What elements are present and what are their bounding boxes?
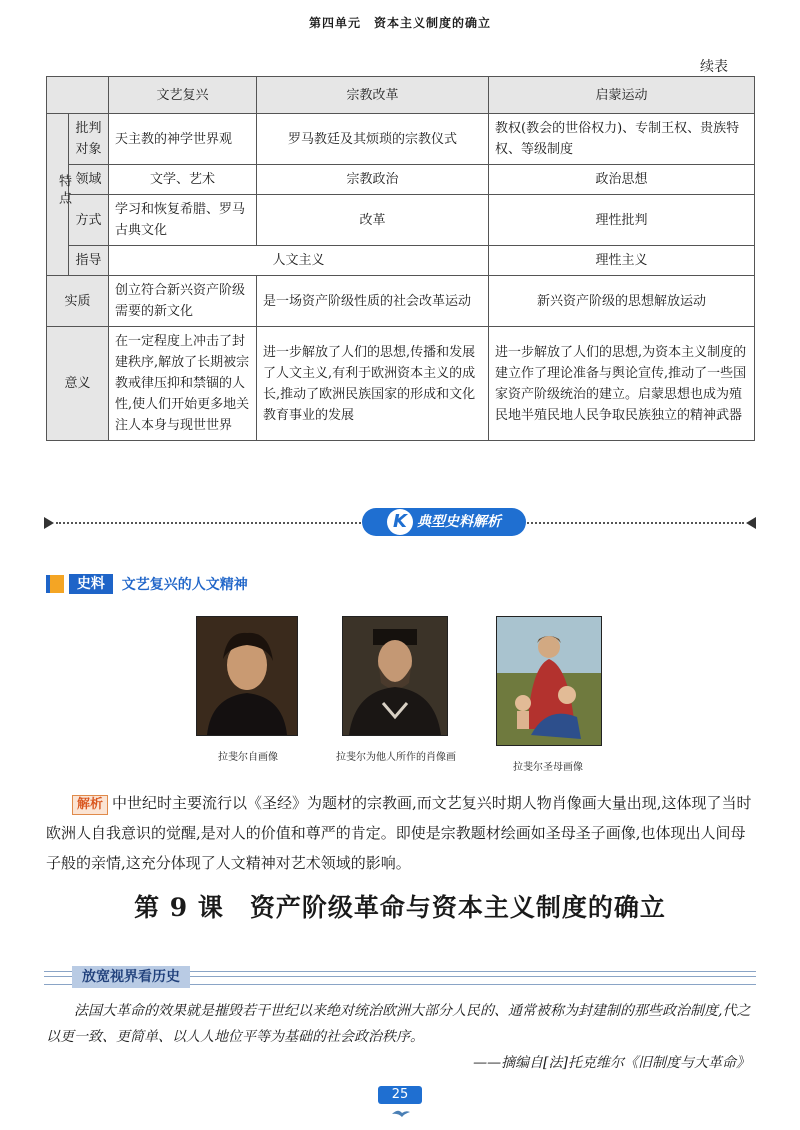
table-cell: 是一场资产阶级性质的社会改革运动 bbox=[257, 276, 489, 327]
arrow-right-icon bbox=[746, 517, 756, 529]
row-label: 实质 bbox=[47, 276, 109, 327]
continued-label: 续表 bbox=[700, 59, 728, 75]
figure-madonna bbox=[492, 616, 604, 773]
painting-image bbox=[196, 616, 298, 736]
figure-caption: 拉斐尔自画像 bbox=[218, 752, 278, 763]
quote-paragraph: 法国大革命的效果就是摧毁若干世纪以来绝对统治欧洲大部分人民的、通常被称为封建制的那些政治制度,代之以更一致、更简单、以人人地位平等为基础的社会政治秩序。 bbox=[46, 1003, 751, 1045]
lesson-title: 第 9 课 资产阶级革命与资本主义制度的确立 bbox=[134, 893, 666, 922]
broaden-label: 放宽视界看历史 bbox=[72, 966, 190, 988]
table-cell: 政治思想 bbox=[489, 165, 755, 195]
section-badge bbox=[362, 508, 526, 536]
table-cell: 理性主义 bbox=[489, 246, 755, 276]
table-cell: 进一步解放了人们的思想,传播和发展了人文主义,有利于欧洲资本主义的成长,推动了欧洲民族国家的形成和文化教育事业的发展 bbox=[257, 327, 489, 441]
source-heading bbox=[46, 574, 248, 596]
painting-image bbox=[342, 616, 448, 736]
table-cell: 文学、艺术 bbox=[109, 165, 257, 195]
row-label: 领域 bbox=[69, 165, 109, 195]
row-label: 指导 bbox=[69, 246, 109, 276]
analysis-paragraph bbox=[46, 788, 756, 878]
table-row bbox=[47, 327, 755, 441]
col-header-reformation: 宗教改革 bbox=[257, 77, 489, 114]
table-cell: 教权(教会的世俗权力)、专制王权、贵族特权、等级制度 bbox=[489, 114, 755, 165]
table-corner bbox=[47, 77, 109, 114]
figure-self-portrait bbox=[196, 616, 300, 763]
group-label-features: 特点 bbox=[47, 114, 69, 276]
table-cell: 改革 bbox=[257, 195, 489, 246]
row-label: 意义 bbox=[47, 327, 109, 441]
source-title: 文艺复兴的人文精神 bbox=[121, 577, 248, 593]
section-badge-text: 典型史料解析 bbox=[417, 514, 501, 530]
source-tag: 史料 bbox=[69, 574, 113, 594]
table-row bbox=[47, 114, 755, 165]
figure-caption: 拉斐尔为他人所作的肖像画 bbox=[336, 752, 456, 763]
table-cell: 宗教政治 bbox=[257, 165, 489, 195]
k-logo-icon: K bbox=[387, 509, 413, 535]
painting-image bbox=[496, 616, 602, 746]
table-cell: 罗马教廷及其烦琐的宗教仪式 bbox=[257, 114, 489, 165]
analysis-text: 中世纪时主要流行以《圣经》为题材的宗教画,而文艺复兴时期人物肖像画大量出现,这体现了当时欧洲人自我意识的觉醒,是对人的价值和尊严的肯定。即使是宗教题材绘画如圣母圣子画像,也体现出人间母子般的亲情,这充分体现了人文精神对艺术领域的影响。 bbox=[46, 794, 752, 872]
table-row bbox=[47, 195, 755, 246]
table-row bbox=[47, 165, 755, 195]
row-label: 批判对象 bbox=[69, 114, 109, 165]
running-head: 第四单元 资本主义制度的确立 bbox=[308, 16, 491, 30]
table-cell: 天主教的神学世界观 bbox=[109, 114, 257, 165]
col-header-enlightenment: 启蒙运动 bbox=[489, 77, 755, 114]
table-header-row bbox=[47, 77, 755, 114]
table-cell: 在一定程度上冲击了封建秩序,解放了长期被宗教戒律压抑和禁锢的人性,使人们开始更多地关注人本身与现世世界 bbox=[109, 327, 257, 441]
col-header-renaissance: 文艺复兴 bbox=[109, 77, 257, 114]
table-cell: 学习和恢复希腊、罗马古典文化 bbox=[109, 195, 257, 246]
bird-ornament-icon bbox=[390, 1108, 412, 1118]
arrow-left-icon bbox=[44, 517, 54, 529]
table-cell: 创立符合新兴资产阶级需要的新文化 bbox=[109, 276, 257, 327]
table-cell: 进一步解放了人们的思想,为资本主义制度的建立作了理论准备与舆论宣传,推动了一些国家资产阶级统治的建立。启蒙思想也成为殖民地半殖民地人民争取民族独立的精神武器 bbox=[489, 327, 755, 441]
figure-portrait-of-other bbox=[316, 616, 476, 763]
table-row bbox=[47, 246, 755, 276]
section-divider bbox=[44, 508, 756, 538]
table-cell: 人文主义 bbox=[109, 246, 489, 276]
comparison-table bbox=[46, 76, 755, 441]
table-cell: 理性批判 bbox=[489, 195, 755, 246]
table-row bbox=[47, 276, 755, 327]
page-number: 25 bbox=[378, 1086, 422, 1104]
figure-caption: 拉斐尔圣母画像 bbox=[513, 762, 583, 773]
table-cell: 新兴资产阶级的思想解放运动 bbox=[489, 276, 755, 327]
quote-source: ——摘编自[法]托克维尔《旧制度与大革命》 bbox=[473, 1055, 750, 1071]
analysis-mark: 解析 bbox=[72, 795, 108, 815]
book-icon bbox=[46, 575, 64, 593]
row-label: 方式 bbox=[69, 195, 109, 246]
broaden-heading bbox=[44, 966, 756, 988]
